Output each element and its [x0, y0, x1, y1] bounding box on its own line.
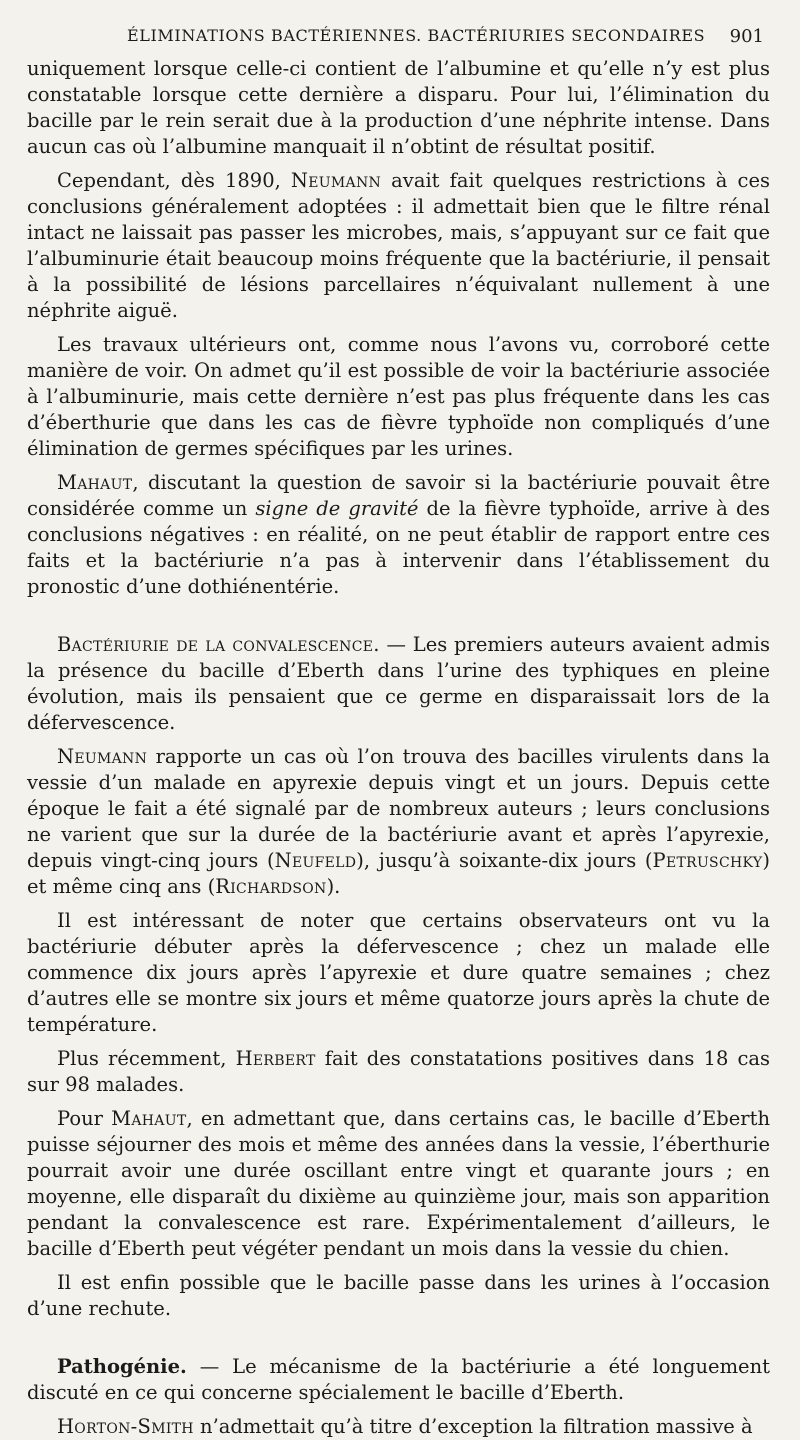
paragraph: Il est enfin possible que le bacille passe dans les urines à l’occasion d’une rechute.	[27, 1271, 770, 1320]
paragraph: Plus récemment, Herbert fait des constatations positives dans 18 cas sur 98 malades.	[27, 1047, 771, 1096]
author-name: Neumann	[57, 745, 148, 768]
author-name: Mahaut	[111, 1107, 187, 1130]
italic-term: signe de gravité	[255, 497, 419, 520]
paragraph: Mahaut, discutant la question de savoir si la bactériurie pouvait être considérée comme un signe de gravité de la fièvre typhoïde, arrive à des conclusions négatives : en réalité, on ne peut établir de rapport entre ces faits et la bactériurie n’a pas à intervenir dans l’établissement du pronostic d’une dothiénentérie.	[27, 471, 771, 598]
paragraph: Horton-Smith n’admettait qu’à titre d’exception la filtration massive à	[57, 1415, 753, 1438]
author-name: Petruschky	[652, 849, 763, 872]
paragraph: Neumann rapporte un cas où l’on trouva des bacilles virulents dans la vessie d’un malade en apyrexie depuis vingt et un jours. Depuis cette époque le fait a été signalé par de nombreux auteurs ; leurs conclusions ne varient que sur la durée de la bactériurie avant et après l’apyrexie, depuis vingt-cinq jours (Neufeld), jusqu’à soixante-dix jours (Petruschky) et même cinq ans (Richardson).	[27, 745, 770, 898]
section-heading: Bactériurie de la convalescence.	[57, 633, 380, 656]
paragraph: Bactériurie de la convalescence. — Les premiers auteurs avaient admis la présence du bacille d’Eberth dans l’urine des typhiques en pleine évolution, mais ils pensaient que ce germe en disparaissait lors de la défervescence.	[27, 633, 771, 734]
paragraph: Pour Mahaut, en admettant que, dans certains cas, le bacille d’Eberth puisse séjourner des mois et même des années dans la vessie, l’éberthurie pourrait avoir une durée oscillant entre vingt et quarante jours ; en moyenne, elle disparaît du dixième au quinzième jour, mais son apparition pendant la convalescence est rare. Expérimentalement d’ailleurs, le bacille d’Eberth peut végéter pendant un mois dans la vessie du chien.	[27, 1107, 770, 1260]
page-body	[27, 56, 770, 1440]
paragraph: uniquement lorsque celle-ci contient de l’albumine et qu’elle n’y est plus constatable lorsque cette dernière a disparu. Pour lui, l’élimination du bacille par le rein serait due à la production d’une néphrite intense. Dans aucun cas où l’albumine manquait il n’obtint de résultat positif.	[27, 57, 770, 158]
author-name: Richardson	[215, 875, 327, 898]
page-number: 901	[729, 26, 764, 47]
author-name: Neumann	[290, 169, 382, 192]
running-head	[27, 0, 770, 56]
author-name: Neufeld	[274, 849, 357, 872]
paragraph: Cependant, dès 1890, Neumann avait fait quelques restrictions à ces conclusions généralement adoptées : il admettait bien que le filtre rénal intact ne laissait pas passer les microbes, mais, s’appuyant sur ce fait que l’albuminurie était beaucoup moins fréquente que la bactériurie, il pensait à la possibilité de lésions parcellaires n’équivalant nullement à une néphrite aiguë.	[27, 169, 771, 322]
author-name: Herbert	[235, 1047, 316, 1070]
paragraph: Il est intéressant de noter que certains observateurs ont vu la bactériurie débuter après la défervescence ; chez un malade elle commence dix jours après l’apyrexie et dure quatre semaines ; chez d’autres elle se montre six jours et même quatorze jours après la chute de température.	[27, 909, 770, 1036]
author-name: Mahaut	[57, 471, 133, 494]
running-title: ÉLIMINATIONS BACTÉRIENNES. BACTÉRIURIES SECONDAIRES	[127, 26, 706, 45]
paragraph: Pathogénie. — Le mécanisme de la bactériurie a été longuement discuté en ce qui concerne spécialement le bacille d’Eberth.	[27, 1355, 770, 1404]
section-heading: Pathogénie.	[57, 1355, 187, 1378]
author-name: Horton-Smith	[57, 1415, 194, 1438]
paragraph: Les travaux ultérieurs ont, comme nous l’avons vu, corroboré cette manière de voir. On admet qu’il est possible de voir la bactériurie associée à l’albuminurie, mais cette dernière n’est pas plus fréquente dans les cas d’éberthurie que dans les cas de fièvre typhoïde non compliqués d’une élimination de germes spécifiques par les urines.	[27, 333, 770, 460]
